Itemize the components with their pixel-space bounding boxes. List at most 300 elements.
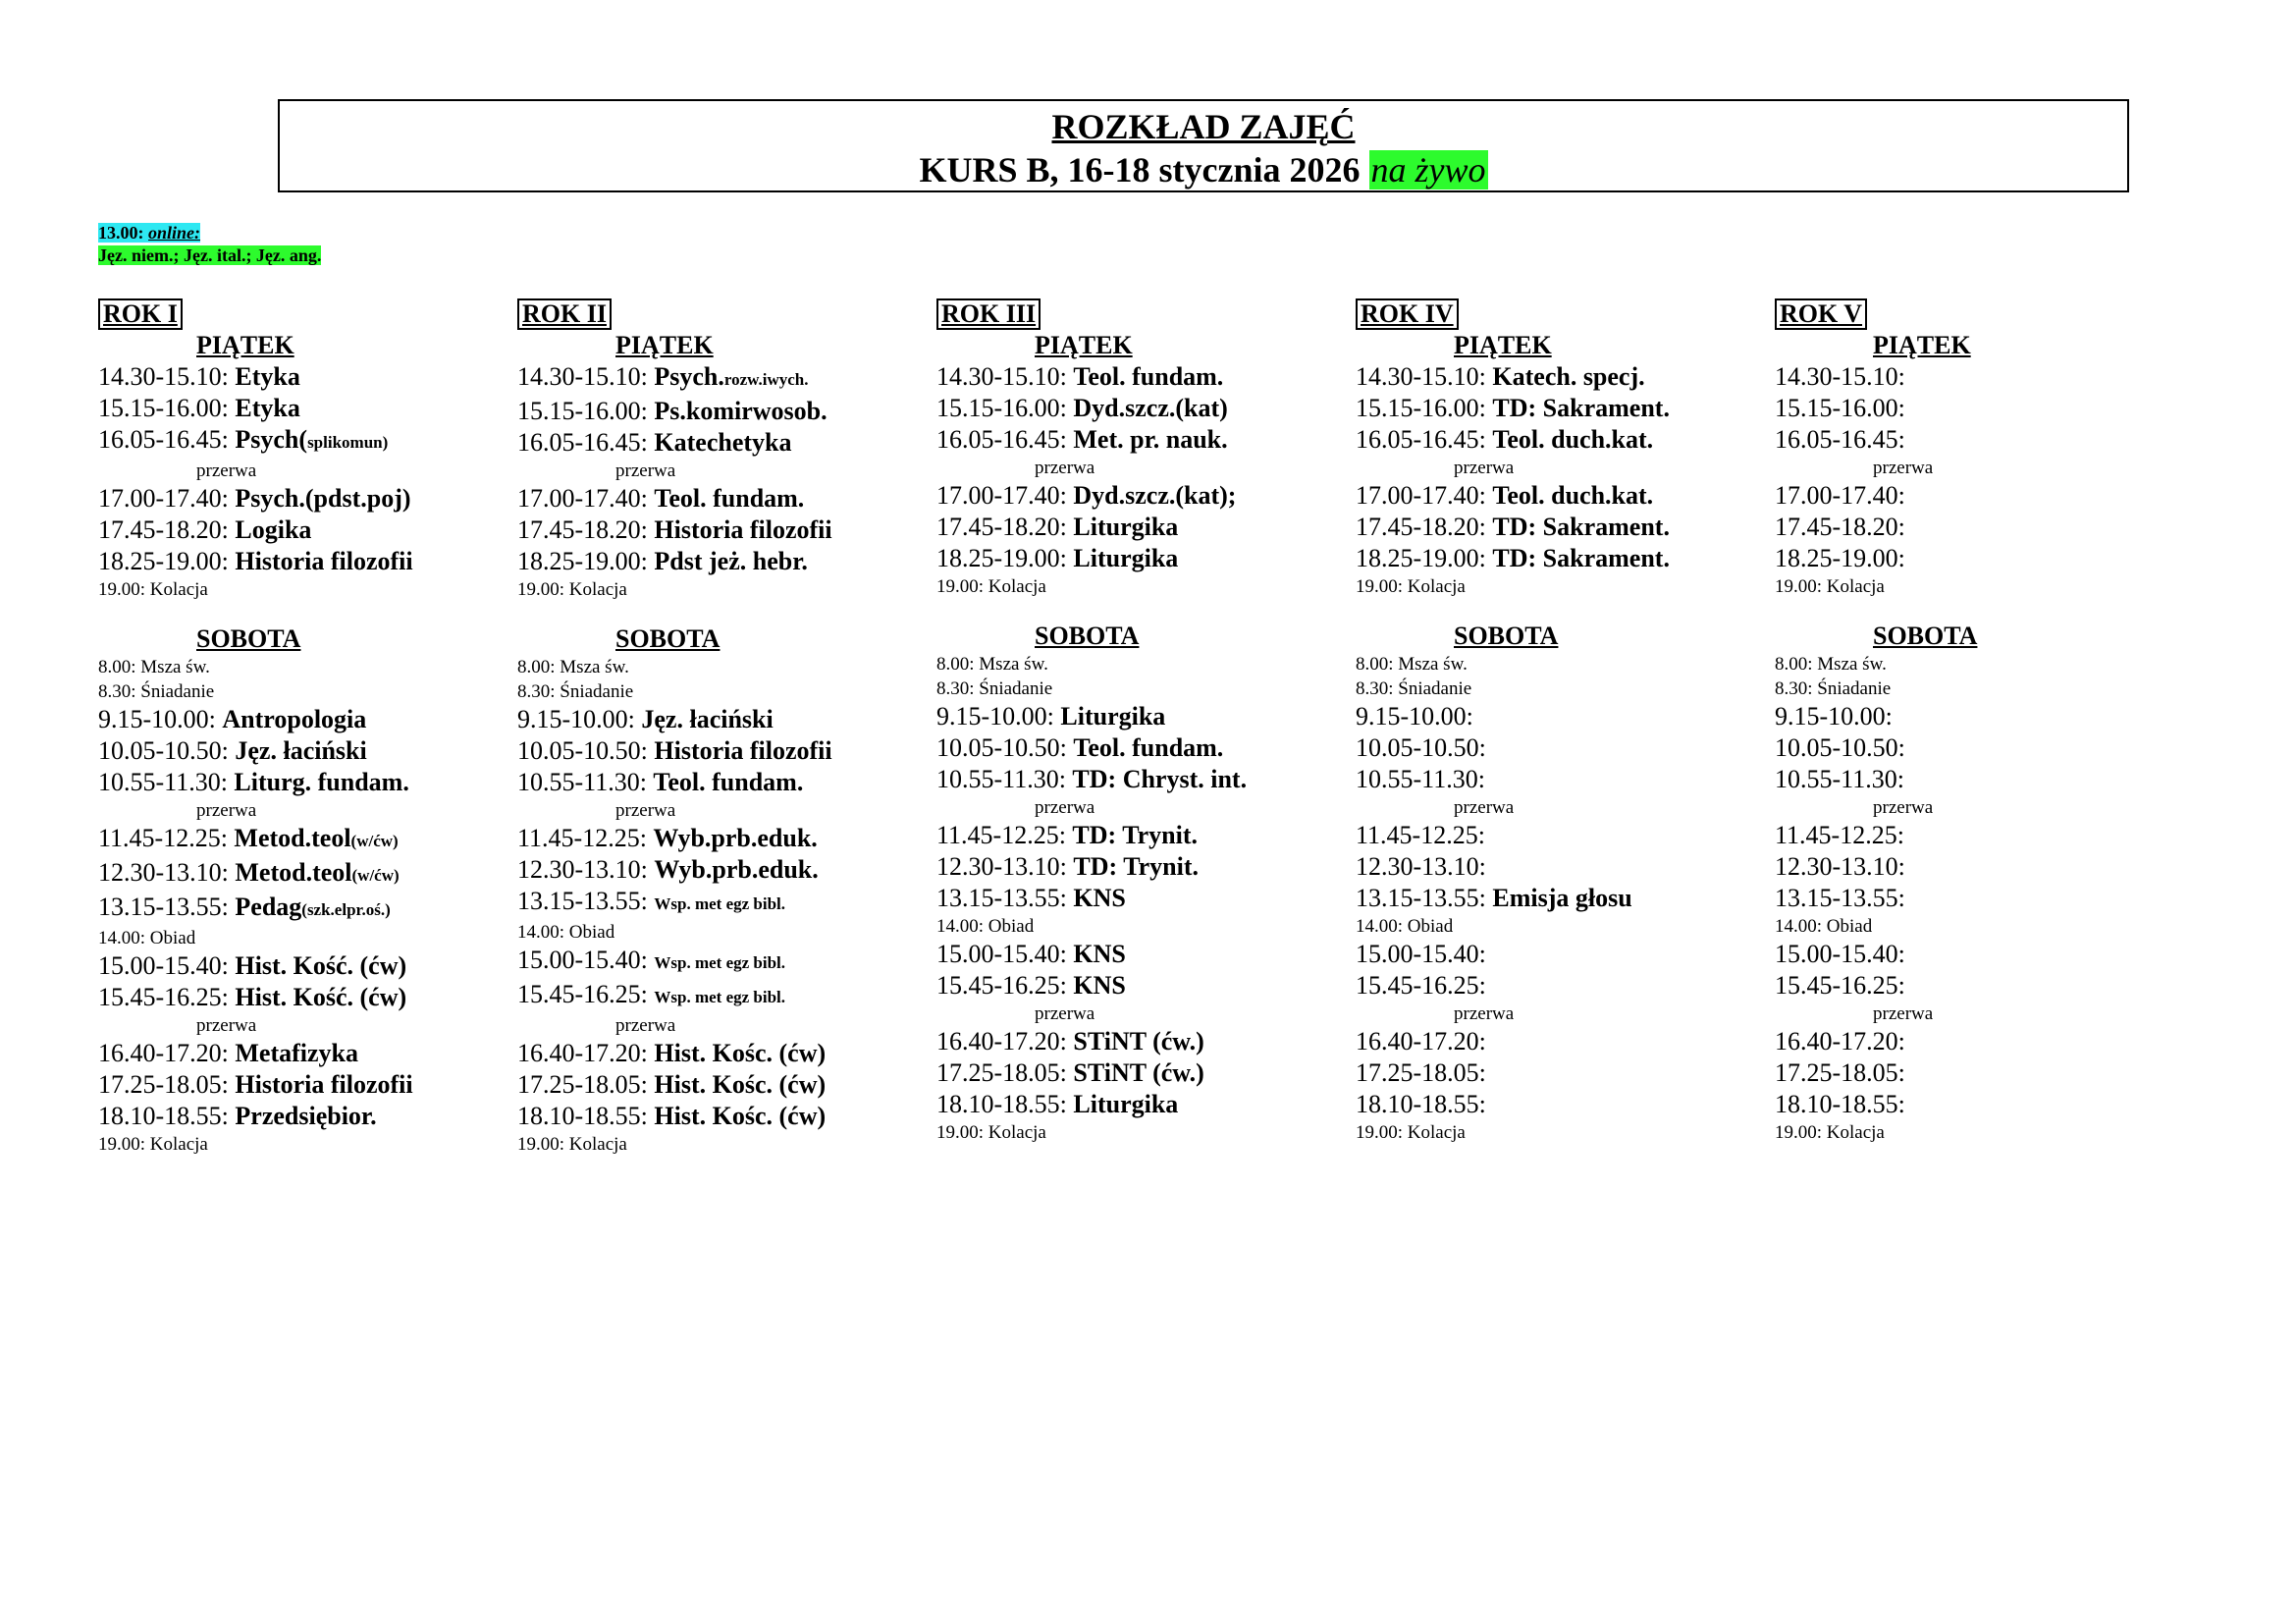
subject-name: Liturgika <box>1073 544 1179 572</box>
subject-name: Przedsiębior. <box>235 1102 377 1130</box>
time-slot: 11.45-12.25: <box>1775 821 1904 849</box>
subject-name: KNS <box>1073 971 1126 1000</box>
schedule-row <box>1775 970 2187 1001</box>
subject-name: Etyka <box>235 394 300 422</box>
schedule-row <box>517 1038 930 1069</box>
time-slot: 18.10-18.55: <box>1356 1090 1486 1118</box>
time-slot: 14.30-15.10: <box>98 362 229 391</box>
page-title: ROZKŁAD ZAJĘĆ <box>1051 107 1356 146</box>
schedule-row <box>98 892 510 926</box>
schedule-row <box>517 483 930 514</box>
time-slot: 15.00-15.40: <box>1775 940 1905 968</box>
time-slot: 12.30-13.10: <box>1356 852 1486 881</box>
meal-note: 14.00: Obiad <box>1356 916 1454 937</box>
meal-note: 8.00: Msza św. <box>1356 654 1468 675</box>
schedule-row <box>517 854 930 886</box>
subject-name: Psych.(pdst.poj) <box>235 484 411 513</box>
time-slot: 15.45-16.25: <box>1356 971 1486 1000</box>
schedule-row <box>98 704 510 735</box>
subject-name: Liturgika <box>1073 1090 1179 1118</box>
meal-note: 8.00: Msza św. <box>517 657 629 677</box>
time-slot: 15.45-16.25: <box>517 980 648 1008</box>
time-slot: 11.45-12.25: <box>936 821 1066 849</box>
meal-note: 8.00: Msza św. <box>98 657 210 677</box>
schedule-row <box>936 1057 1349 1089</box>
schedule-row <box>517 823 930 854</box>
schedule-row <box>1356 970 1768 1001</box>
subject-name: TD: Trynit. <box>1073 852 1199 881</box>
schedule-row <box>936 732 1349 764</box>
meal-note: 14.00: Obiad <box>936 916 1035 937</box>
schedule-row <box>1356 1026 1768 1057</box>
subject-name: Teol. duch.kat. <box>1492 481 1654 510</box>
time-slot: 15.15-16.00: <box>936 394 1067 422</box>
subject-name: Pedag <box>235 893 302 921</box>
column-rok-5 <box>1775 298 2187 1145</box>
schedule-row <box>98 735 510 767</box>
schedule-row <box>517 886 930 920</box>
subject-name: STiNT (ćw.) <box>1073 1027 1204 1056</box>
schedule-row <box>98 823 510 857</box>
schedule-row <box>98 546 510 577</box>
meal-note: 14.00: Obiad <box>98 928 196 948</box>
schedule-row <box>936 701 1349 732</box>
meal-note: 19.00: Kolacja <box>1775 576 1885 597</box>
page-subtitle <box>280 150 2127 189</box>
subject-name: Metod.teol <box>234 824 351 852</box>
time-slot: 17.25-18.05: <box>1775 1058 1905 1087</box>
meal-note: 8.30: Śniadanie <box>936 678 1053 699</box>
schedule-row <box>517 427 930 459</box>
time-slot: 10.55-11.30: <box>1356 765 1485 793</box>
subject-name: Emisja głosu <box>1492 884 1632 912</box>
subject-name: Teol. fundam. <box>1073 733 1224 762</box>
year-label: ROK V <box>1775 298 1867 330</box>
schedule-row <box>1775 424 2187 456</box>
time-slot: 17.00-17.40: <box>517 484 648 513</box>
subject-detail: (w/ćw) <box>350 832 399 850</box>
subject-name: Logika <box>235 515 312 544</box>
schedule-row <box>936 820 1349 851</box>
schedule-row <box>1356 764 1768 795</box>
schedule-row <box>936 970 1349 1001</box>
time-slot: 15.15-16.00: <box>1775 394 1905 422</box>
time-slot: 15.00-15.40: <box>98 951 229 980</box>
subject-name: Dyd.szcz.(kat); <box>1073 481 1237 510</box>
day-heading-friday: PIĄTEK <box>196 331 294 359</box>
time-slot: 10.55-11.30: <box>1775 765 1904 793</box>
day-heading-saturday: SOBOTA <box>196 624 301 653</box>
time-slot: 9.15-10.00: <box>517 705 635 733</box>
subject-name: Ps.komirwosob. <box>654 397 828 425</box>
schedule-row <box>517 945 930 979</box>
day-heading-saturday: SOBOTA <box>1873 622 1978 650</box>
time-slot: 10.05-10.50: <box>98 736 229 765</box>
time-slot: 18.25-19.00: <box>936 544 1067 572</box>
subject-name: Antropologia <box>222 705 367 733</box>
online-languages: Jęz. niem.; Jęz. ital.; Jęz. ang. <box>98 245 322 265</box>
schedule-row <box>98 1069 510 1101</box>
subject-name: Hist. Kośc. (ćw) <box>654 1070 827 1099</box>
meal-note: 19.00: Kolacja <box>98 579 208 600</box>
subject-detail: splikomun) <box>307 433 389 452</box>
meal-note: 8.30: Śniadanie <box>1356 678 1472 699</box>
schedule-row <box>98 767 510 798</box>
subject-name: TD: Trynit. <box>1072 821 1199 849</box>
time-slot: 10.55-11.30: <box>936 765 1066 793</box>
time-slot: 16.40-17.20: <box>1775 1027 1905 1056</box>
subject-detail: rozw.iwych. <box>723 370 809 389</box>
day-heading-friday: PIĄTEK <box>615 331 714 359</box>
schedule-row <box>936 764 1349 795</box>
schedule-row <box>1775 851 2187 883</box>
schedule-row <box>1356 543 1768 574</box>
break-label: przerwa <box>615 800 676 821</box>
subject-detail: Wsp. met egz bibl. <box>654 953 786 972</box>
online-time-label <box>98 223 200 243</box>
subject-name: TD: Sakrament. <box>1492 544 1670 572</box>
meal-note: 19.00: Kolacja <box>517 579 627 600</box>
schedule-row <box>1356 1057 1768 1089</box>
subject-detail: Wsp. met egz bibl. <box>654 988 786 1006</box>
time-slot: 17.00-17.40: <box>936 481 1067 510</box>
time-slot: 15.15-16.00: <box>1356 394 1486 422</box>
time-slot: 16.40-17.20: <box>936 1027 1067 1056</box>
time-slot: 14.30-15.10: <box>517 362 648 391</box>
subject-name: Jęz. łaciński <box>641 705 774 733</box>
schedule-row <box>936 939 1349 970</box>
meal-note: 19.00: Kolacja <box>936 576 1046 597</box>
time-slot: 15.45-16.25: <box>1775 971 1905 1000</box>
time-slot: 14.30-15.10: <box>1356 362 1486 391</box>
schedule-row <box>1356 424 1768 456</box>
time-slot: 9.15-10.00: <box>98 705 216 733</box>
time-slot: 15.45-16.25: <box>936 971 1067 1000</box>
schedule-row <box>1775 543 2187 574</box>
time-slot: 13.15-13.55: <box>936 884 1067 912</box>
column-rok-4 <box>1356 298 1768 1145</box>
subject-name: Metod.teol <box>235 858 352 887</box>
subject-name: Historia filozofii <box>235 547 413 575</box>
subtitle-text: KURS B, 16-18 stycznia 2026 <box>919 150 1361 189</box>
year-label: ROK II <box>517 298 612 330</box>
schedule-row <box>1775 732 2187 764</box>
subject-name: Psych. <box>654 362 724 391</box>
section-gap <box>1775 599 2187 621</box>
schedule-row <box>517 767 930 798</box>
time-slot: 15.00-15.40: <box>517 946 648 974</box>
time-slot: 16.05-16.45: <box>517 428 648 457</box>
schedule-row <box>1775 512 2187 543</box>
day-heading-saturday: SOBOTA <box>1454 622 1559 650</box>
time-slot: 18.10-18.55: <box>98 1102 229 1130</box>
time-slot: 16.40-17.20: <box>517 1039 648 1067</box>
schedule-row <box>98 483 510 514</box>
schedule-row <box>1356 361 1768 393</box>
day-heading-friday: PIĄTEK <box>1873 331 1971 359</box>
subject-name: Historia filozofii <box>235 1070 413 1099</box>
subject-name: Hist. Kośc. (ćw) <box>654 1039 827 1067</box>
schedule-row <box>517 396 930 427</box>
subject-name: STiNT (ćw.) <box>1073 1058 1204 1087</box>
meal-note: 8.00: Msza św. <box>936 654 1048 675</box>
subject-detail: (w/ćw) <box>351 866 400 885</box>
subject-name: Katechetyka <box>654 428 792 457</box>
subject-name: KNS <box>1073 940 1126 968</box>
meal-note: 19.00: Kolacja <box>98 1134 208 1155</box>
column-rok-1 <box>98 298 510 1157</box>
subject-name: Met. pr. nauk. <box>1073 425 1228 454</box>
schedule-row <box>936 480 1349 512</box>
time-slot: 9.15-10.00: <box>936 702 1054 731</box>
schedule-row <box>517 735 930 767</box>
break-label: przerwa <box>615 1015 676 1036</box>
schedule-row <box>1775 361 2187 393</box>
day-heading-friday: PIĄTEK <box>1454 331 1552 359</box>
subject-name: Historia filozofii <box>654 736 832 765</box>
meal-note: 8.00: Msza św. <box>1775 654 1887 675</box>
schedule-row <box>1356 939 1768 970</box>
schedule-row <box>98 950 510 982</box>
time-slot: 12.30-13.10: <box>517 855 648 884</box>
time-slot: 10.55-11.30: <box>98 768 228 796</box>
schedule-row <box>936 543 1349 574</box>
schedule-row <box>517 704 930 735</box>
subject-name: KNS <box>1073 884 1126 912</box>
time-slot: 18.10-18.55: <box>936 1090 1067 1118</box>
section-gap <box>1356 599 1768 621</box>
schedule-row <box>1775 480 2187 512</box>
subject-name: Wyb.prb.eduk. <box>653 824 818 852</box>
schedule-row <box>936 883 1349 914</box>
schedule-row <box>517 979 930 1013</box>
schedule-row <box>1356 480 1768 512</box>
time-slot: 12.30-13.10: <box>98 858 229 887</box>
schedule-row <box>1775 1026 2187 1057</box>
time-slot: 12.30-13.10: <box>1775 852 1905 881</box>
break-label: przerwa <box>1035 458 1095 478</box>
schedule-row <box>936 1089 1349 1120</box>
schedule-row <box>98 1101 510 1132</box>
time-slot: 9.15-10.00: <box>1356 702 1473 731</box>
year-label: ROK III <box>936 298 1041 330</box>
schedule-row <box>98 857 510 892</box>
time-slot: 18.25-19.00: <box>517 547 648 575</box>
subject-detail: (szk.elpr.oś.) <box>301 900 391 919</box>
subject-name: Liturgika <box>1073 513 1179 541</box>
subject-name: TD: Chryst. int. <box>1072 765 1248 793</box>
time-slot: 11.45-12.25: <box>98 824 228 852</box>
time-slot: 18.10-18.55: <box>1775 1090 1905 1118</box>
schedule-row <box>936 1026 1349 1057</box>
time-slot: 15.15-16.00: <box>98 394 229 422</box>
online-note <box>98 222 321 267</box>
schedule-row <box>1775 701 2187 732</box>
time-slot: 17.00-17.40: <box>1356 481 1486 510</box>
break-label: przerwa <box>615 460 676 481</box>
time-slot: 13.15-13.55: <box>517 887 648 915</box>
meal-note: 14.00: Obiad <box>1775 916 1873 937</box>
section-gap <box>98 602 510 623</box>
schedule-row <box>936 393 1349 424</box>
schedule-row <box>1356 851 1768 883</box>
schedule-row <box>517 1069 930 1101</box>
schedule-row <box>98 514 510 546</box>
column-rok-2 <box>517 298 930 1157</box>
meal-note: 19.00: Kolacja <box>1356 576 1466 597</box>
year-label: ROK I <box>98 298 183 330</box>
schedule-row <box>517 1101 930 1132</box>
schedule-row <box>1775 939 2187 970</box>
schedule-row <box>936 512 1349 543</box>
time-slot: 9.15-10.00: <box>1775 702 1893 731</box>
time-slot: 14.30-15.10: <box>1775 362 1905 391</box>
time-slot: 10.05-10.50: <box>1775 733 1905 762</box>
break-label: przerwa <box>1454 1003 1515 1024</box>
break-label: przerwa <box>1873 1003 1934 1024</box>
schedule-row <box>98 424 510 459</box>
time-slot: 17.00-17.40: <box>98 484 229 513</box>
subject-name: Historia filozofii <box>654 515 832 544</box>
schedule-row <box>1775 393 2187 424</box>
time-slot: 16.05-16.45: <box>1356 425 1486 454</box>
day-heading-saturday: SOBOTA <box>615 624 721 653</box>
break-label: przerwa <box>1454 797 1515 818</box>
meal-note: 19.00: Kolacja <box>1775 1122 1885 1143</box>
time-slot: 11.45-12.25: <box>1356 821 1485 849</box>
time-slot: 12.30-13.10: <box>936 852 1067 881</box>
meal-note: 14.00: Obiad <box>517 922 615 943</box>
schedule-row <box>1775 1089 2187 1120</box>
break-label: przerwa <box>1873 797 1934 818</box>
online-time: 13.00: <box>98 223 144 243</box>
schedule-row <box>98 361 510 393</box>
subject-name: Hist. Kość. (ćw) <box>235 951 407 980</box>
live-highlight: na żywo <box>1370 150 1486 189</box>
time-slot: 17.45-18.20: <box>517 515 648 544</box>
schedule-row <box>517 361 930 396</box>
time-slot: 17.25-18.05: <box>98 1070 229 1099</box>
year-label: ROK IV <box>1356 298 1459 330</box>
time-slot: 13.15-13.55: <box>1775 884 1905 912</box>
schedule-row <box>1356 512 1768 543</box>
subject-name: Katech. specj. <box>1492 362 1645 391</box>
schedule-row <box>1775 883 2187 914</box>
time-slot: 10.05-10.50: <box>1356 733 1486 762</box>
schedule-row <box>936 851 1349 883</box>
subject-name: Teol. fundam. <box>653 768 804 796</box>
time-slot: 17.00-17.40: <box>1775 481 1905 510</box>
schedule-row <box>1356 883 1768 914</box>
time-slot: 18.25-19.00: <box>1356 544 1486 572</box>
time-slot: 15.00-15.40: <box>936 940 1067 968</box>
schedule-row <box>98 1038 510 1069</box>
schedule-row <box>98 393 510 424</box>
time-slot: 17.25-18.05: <box>1356 1058 1486 1087</box>
subject-name: Dyd.szcz.(kat) <box>1073 394 1228 422</box>
time-slot: 16.05-16.45: <box>936 425 1067 454</box>
meal-note: 19.00: Kolacja <box>936 1122 1046 1143</box>
subject-name: Psych( <box>235 425 308 454</box>
subject-name: Hist. Kośc. (ćw) <box>654 1102 827 1130</box>
day-heading-friday: PIĄTEK <box>1035 331 1133 359</box>
break-label: przerwa <box>1873 458 1934 478</box>
time-slot: 10.05-10.50: <box>517 736 648 765</box>
meal-note: 8.30: Śniadanie <box>517 681 634 702</box>
time-slot: 16.05-16.45: <box>98 425 229 454</box>
subject-detail: Wsp. met egz bibl. <box>654 894 786 913</box>
break-label: przerwa <box>196 1015 257 1036</box>
meal-note: 8.30: Śniadanie <box>1775 678 1892 699</box>
break-label: przerwa <box>196 460 257 481</box>
schedule-row <box>1356 701 1768 732</box>
subject-name: Pdst jeż. hebr. <box>654 547 808 575</box>
time-slot: 14.30-15.10: <box>936 362 1067 391</box>
break-label: przerwa <box>1035 1003 1095 1024</box>
time-slot: 11.45-12.25: <box>517 824 647 852</box>
subject-name: Etyka <box>235 362 300 391</box>
subject-name: Teol. fundam. <box>654 484 805 513</box>
subject-name: TD: Sakrament. <box>1492 513 1670 541</box>
time-slot: 16.40-17.20: <box>98 1039 229 1067</box>
subject-name: Liturg. fundam. <box>234 768 409 796</box>
break-label: przerwa <box>1035 797 1095 818</box>
subject-name: Jęz. łaciński <box>235 736 367 765</box>
time-slot: 18.10-18.55: <box>517 1102 648 1130</box>
schedule-row <box>936 361 1349 393</box>
schedule-row <box>1775 820 2187 851</box>
time-slot: 13.15-13.55: <box>98 893 229 921</box>
time-slot: 17.45-18.20: <box>1775 513 1905 541</box>
time-slot: 10.05-10.50: <box>936 733 1067 762</box>
time-slot: 17.25-18.05: <box>517 1070 648 1099</box>
subject-name: Liturgika <box>1060 702 1166 731</box>
meal-note: 19.00: Kolacja <box>517 1134 627 1155</box>
day-heading-saturday: SOBOTA <box>1035 622 1140 650</box>
time-slot: 16.05-16.45: <box>1775 425 1905 454</box>
schedule-row <box>1775 1057 2187 1089</box>
subject-name: Hist. Kość. (ćw) <box>235 983 407 1011</box>
time-slot: 18.25-19.00: <box>1775 544 1905 572</box>
schedule-row <box>98 982 510 1013</box>
time-slot: 13.15-13.55: <box>1356 884 1486 912</box>
time-slot: 17.45-18.20: <box>1356 513 1486 541</box>
subject-name: Teol. duch.kat. <box>1492 425 1654 454</box>
time-slot: 18.25-19.00: <box>98 547 229 575</box>
section-gap <box>936 599 1349 621</box>
online-label: online: <box>148 223 201 243</box>
meal-note: 19.00: Kolacja <box>1356 1122 1466 1143</box>
time-slot: 15.00-15.40: <box>1356 940 1486 968</box>
break-label: przerwa <box>196 800 257 821</box>
time-slot: 15.45-16.25: <box>98 983 229 1011</box>
schedule-row <box>936 424 1349 456</box>
section-gap <box>517 602 930 623</box>
time-slot: 15.15-16.00: <box>517 397 648 425</box>
time-slot: 17.45-18.20: <box>98 515 229 544</box>
column-rok-3 <box>936 298 1349 1145</box>
schedule-row <box>1356 1089 1768 1120</box>
schedule-row <box>517 546 930 577</box>
time-slot: 17.25-18.05: <box>936 1058 1067 1087</box>
meal-note: 8.30: Śniadanie <box>98 681 215 702</box>
schedule-row <box>1775 764 2187 795</box>
time-slot: 17.45-18.20: <box>936 513 1067 541</box>
subject-name: Wyb.prb.eduk. <box>654 855 819 884</box>
schedule-row <box>1356 393 1768 424</box>
subject-name: Metafizyka <box>235 1039 359 1067</box>
time-slot: 10.55-11.30: <box>517 768 647 796</box>
